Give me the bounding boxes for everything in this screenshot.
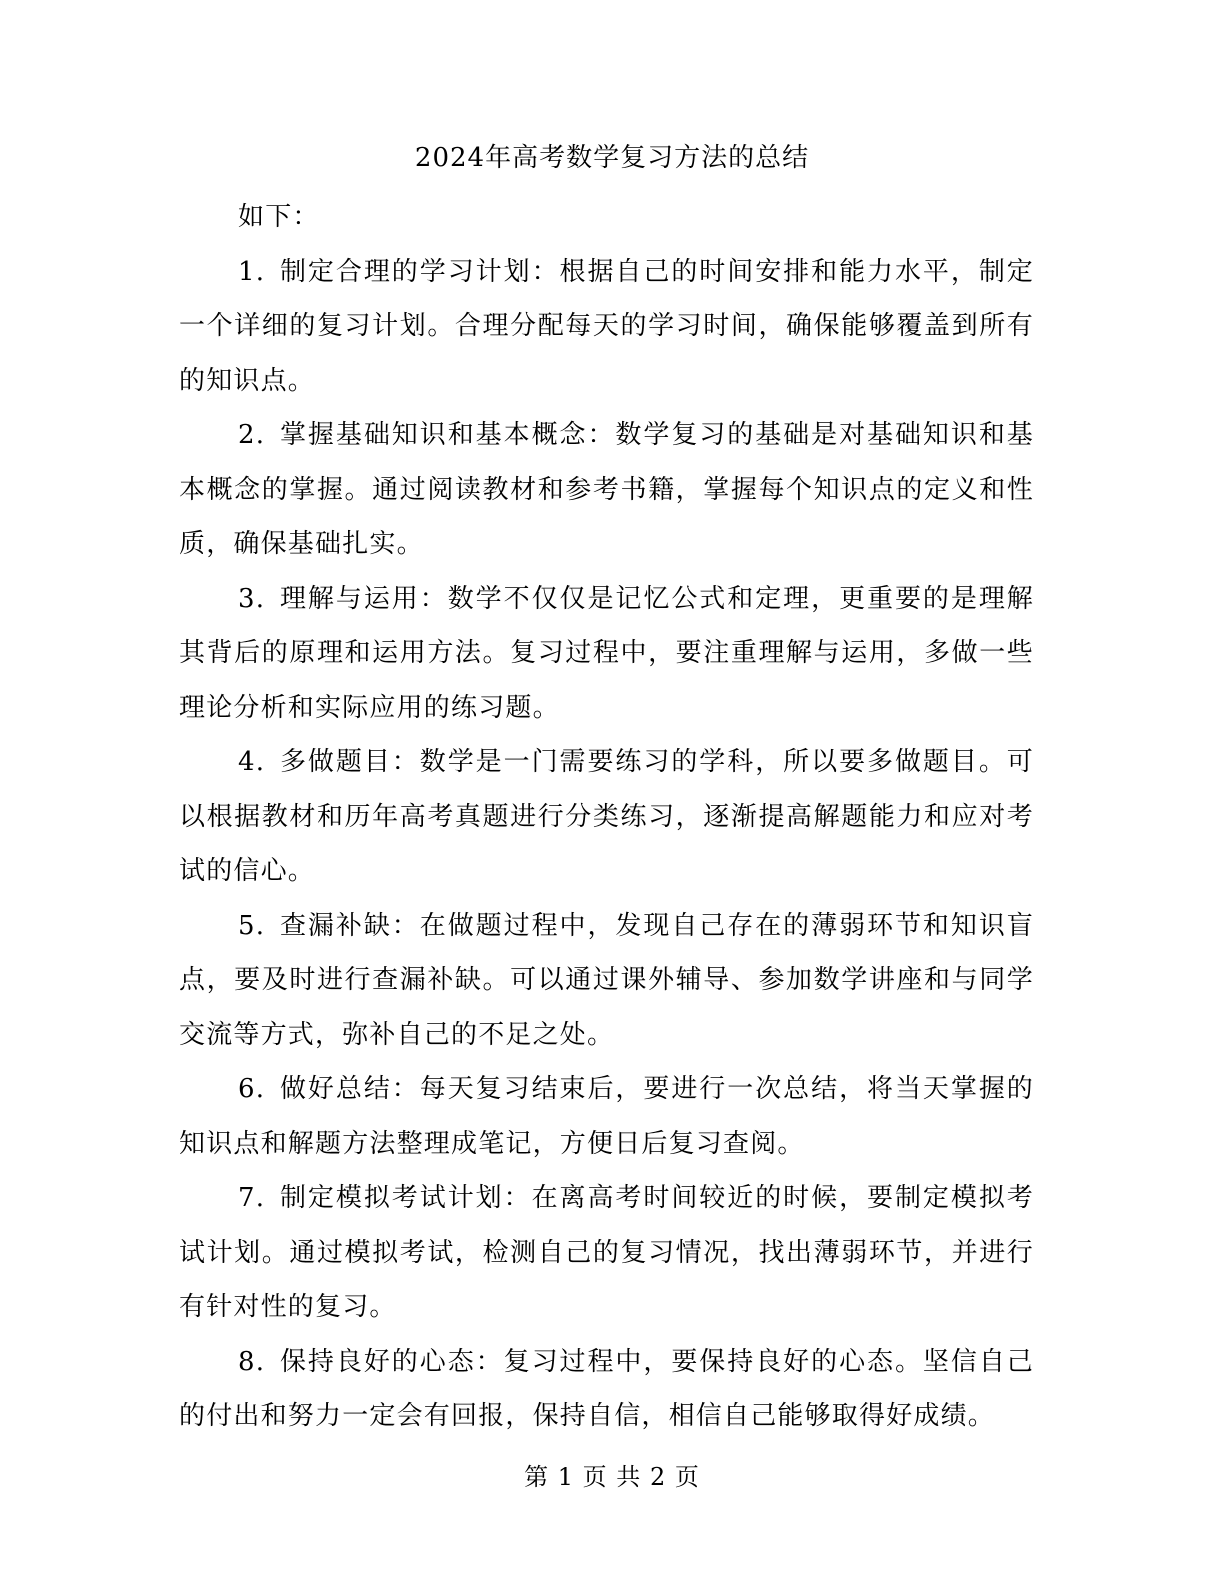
list-item [179, 1335, 1034, 1444]
item-number: 4. [238, 747, 266, 777]
list-item [179, 245, 1034, 409]
item-text: 制定模拟考试计划：在离高考时间较近的时候，要制定模拟考试计划。通过模拟考试，检测自己的复习情况，找出薄弱环节，并进行有针对性的复习。 [179, 1183, 1034, 1322]
list-item [179, 1171, 1034, 1335]
item-text: 理解与运用：数学不仅仅是记忆公式和定理，更重要的是理解其背后的原理和运用方法。复习过程中，要注重理解与运用，多做一些理论分析和实际应用的练习题。 [179, 583, 1034, 723]
intro-text: 如下： [238, 202, 320, 232]
item-number: 6. [238, 1074, 266, 1104]
item-text: 做好总结：每天复习结束后，要进行一次总结，将当天掌握的知识点和解题方法整理成笔记，方便日后复习查阅。 [179, 1074, 1034, 1159]
item-text: 保持良好的心态：复习过程中，要保持良好的心态。坚信自己的付出和努力一定会有回报，保持自信，相信自己能够取得好成绩。 [179, 1346, 1034, 1431]
item-number: 2. [238, 420, 266, 450]
item-text: 查漏补缺：在做题过程中，发现自己存在的薄弱环节和知识盲点，要及时进行查漏补缺。可以通过课外辅导、参加数学讲座和与同学交流等方式，弥补自己的不足之处。 [179, 910, 1034, 1050]
item-text: 制定合理的学习计划：根据自己的时间安排和能力水平，制定一个详细的复习计划。合理分配每天的学习时间，确保能够覆盖到所有的知识点。 [179, 256, 1034, 396]
item-number: 5. [238, 910, 266, 941]
item-number: 1. [238, 256, 266, 287]
document-body [179, 190, 1034, 1444]
item-text: 多做题目：数学是一门需要练习的学科，所以要多做题目。可以根据教材和历年高考真题进行分类练习，逐渐提高解题能力和应对考试的信心。 [179, 747, 1034, 886]
item-number: 7. [238, 1183, 266, 1213]
intro-paragraph [179, 190, 1034, 245]
page-footer: 第 1 页 共 2 页 [524, 1463, 700, 1491]
list-item [179, 899, 1034, 1063]
item-number: 8. [238, 1346, 266, 1377]
list-item [179, 735, 1034, 899]
item-text: 掌握基础知识和基本概念：数学复习的基础是对基础知识和基本概念的掌握。通过阅读教材和参考书籍，掌握每个知识点的定义和性质，确保基础扎实。 [179, 420, 1034, 559]
list-item [179, 572, 1034, 736]
item-number: 3. [238, 583, 266, 614]
list-item [179, 408, 1034, 572]
document-title: 2024年高考数学复习方法的总结 [414, 143, 810, 173]
list-item [179, 1062, 1034, 1171]
